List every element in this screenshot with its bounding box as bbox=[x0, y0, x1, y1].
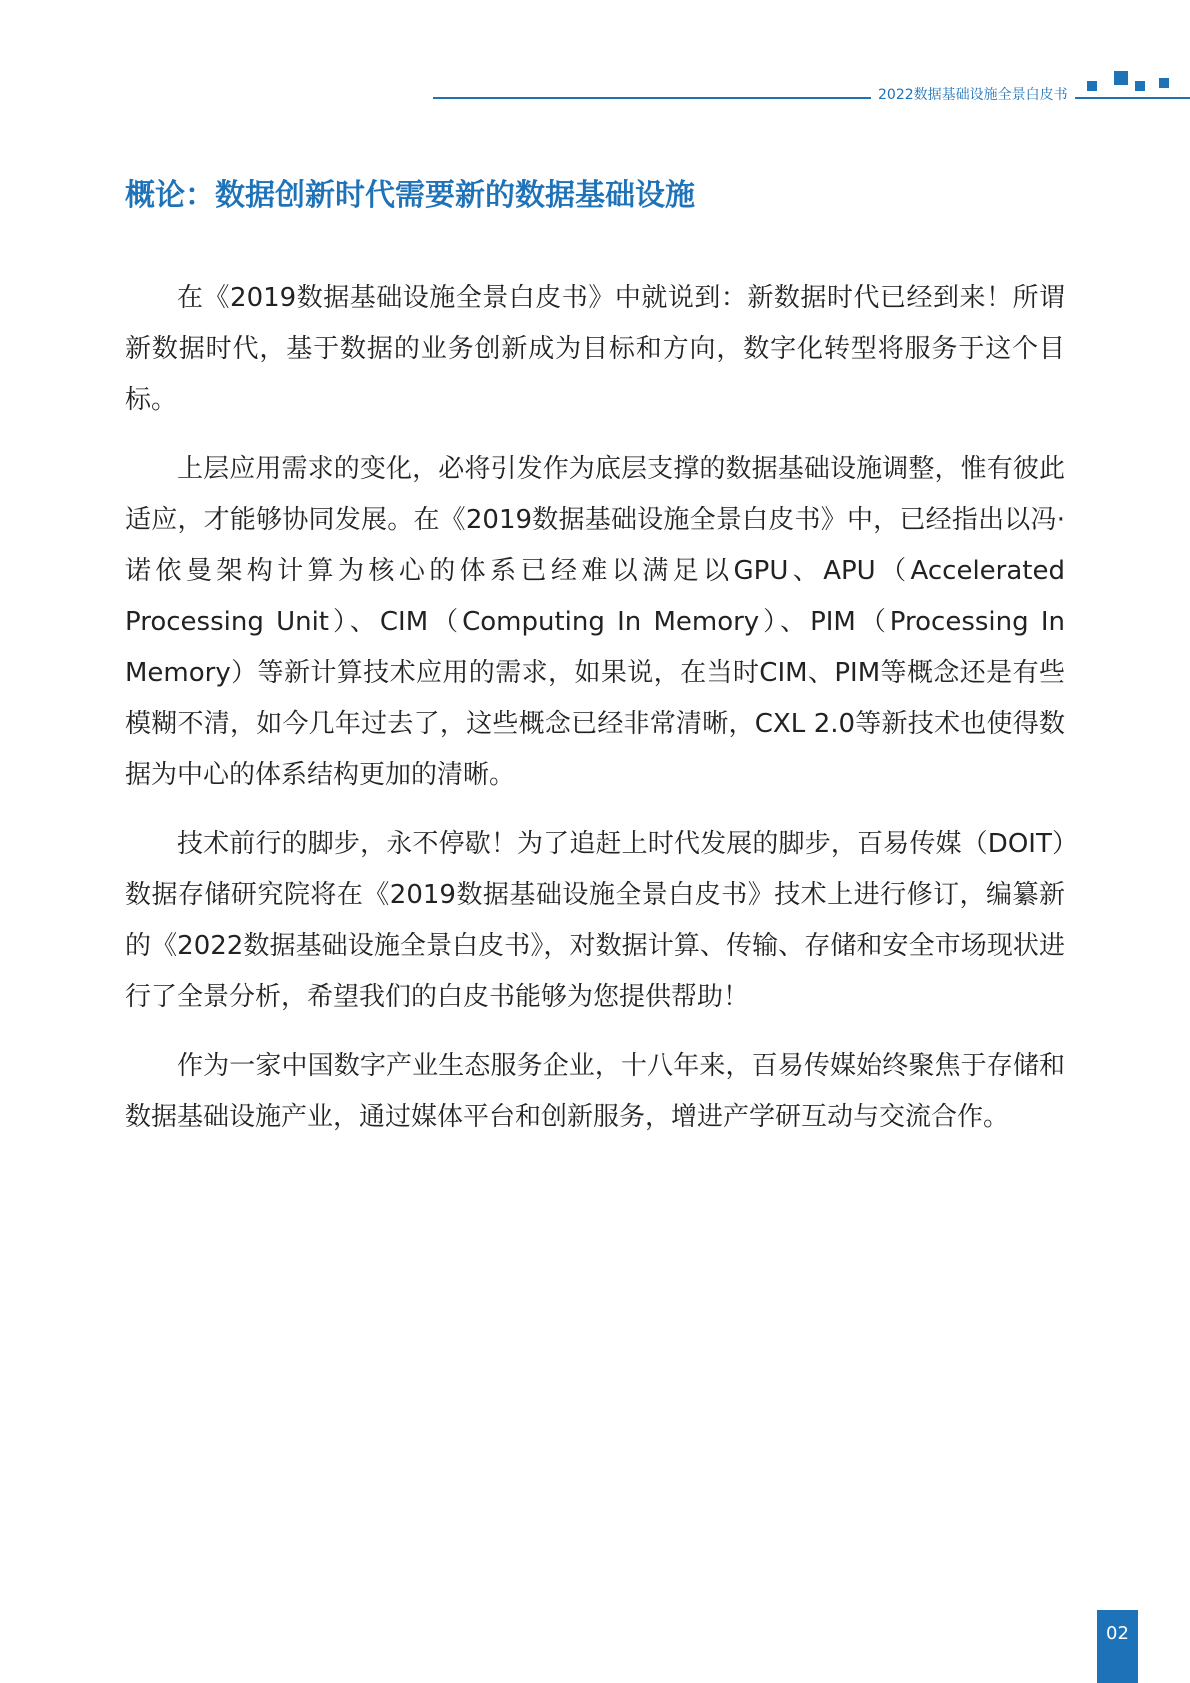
header-decor-square bbox=[1135, 81, 1145, 91]
body-text bbox=[125, 273, 1065, 1161]
header-rule-right bbox=[1075, 97, 1190, 99]
paragraph: 技术前行的脚步，永不停歇！为了追赶上时代发展的脚步，百易传媒（DOIT）数据存储研究院将在《2019数据基础设施全景白皮书》技术上进行修订，编纂新的《2022数据基础设施全景白皮书》，对数据计算、传输、存储和安全市场现状进行了全景分析，希望我们的白皮书能够为您提供帮助！ bbox=[125, 829, 1065, 1012]
header-decor-square bbox=[1087, 81, 1097, 91]
page-number: 02 bbox=[1097, 1610, 1138, 1683]
header-title: 2022数据基础设施全景白皮书 bbox=[878, 87, 1068, 103]
paragraph: 作为一家中国数字产业生态服务企业，十八年来，百易传媒始终聚焦于存储和数据基础设施产业，通过媒体平台和创新服务，增进产学研互动与交流合作。 bbox=[125, 1051, 1065, 1132]
header-rule-left bbox=[433, 97, 871, 99]
header-decor-square bbox=[1159, 78, 1169, 88]
section-heading: 概论：数据创新时代需要新的数据基础设施 bbox=[125, 178, 695, 213]
header-decor-square bbox=[1114, 71, 1128, 85]
paragraph: 在《2019数据基础设施全景白皮书》中就说到：新数据时代已经到来！所谓新数据时代，基于数据的业务创新成为目标和方向，数字化转型将服务于这个目标。 bbox=[125, 283, 1065, 415]
paragraph: 上层应用需求的变化，必将引发作为底层支撑的数据基础设施调整，惟有彼此适应，才能够协同发展。在《2019数据基础设施全景白皮书》中，已经指出以冯·诺依曼架构计算为核心的体系已经难以满足以GPU、APU（Accelerated Processing Unit）、CIM（Computing In Memory）、PIM（Processing In Memory）等新计算技术应用的需求，如果说，在当时CIM、PIM等概念还是有些模糊不清，如今几年过去了，这些概念已经非常清晰，CXL 2.0等新技术也使得数据为中心的体系结构更加的清晰。 bbox=[125, 454, 1065, 790]
